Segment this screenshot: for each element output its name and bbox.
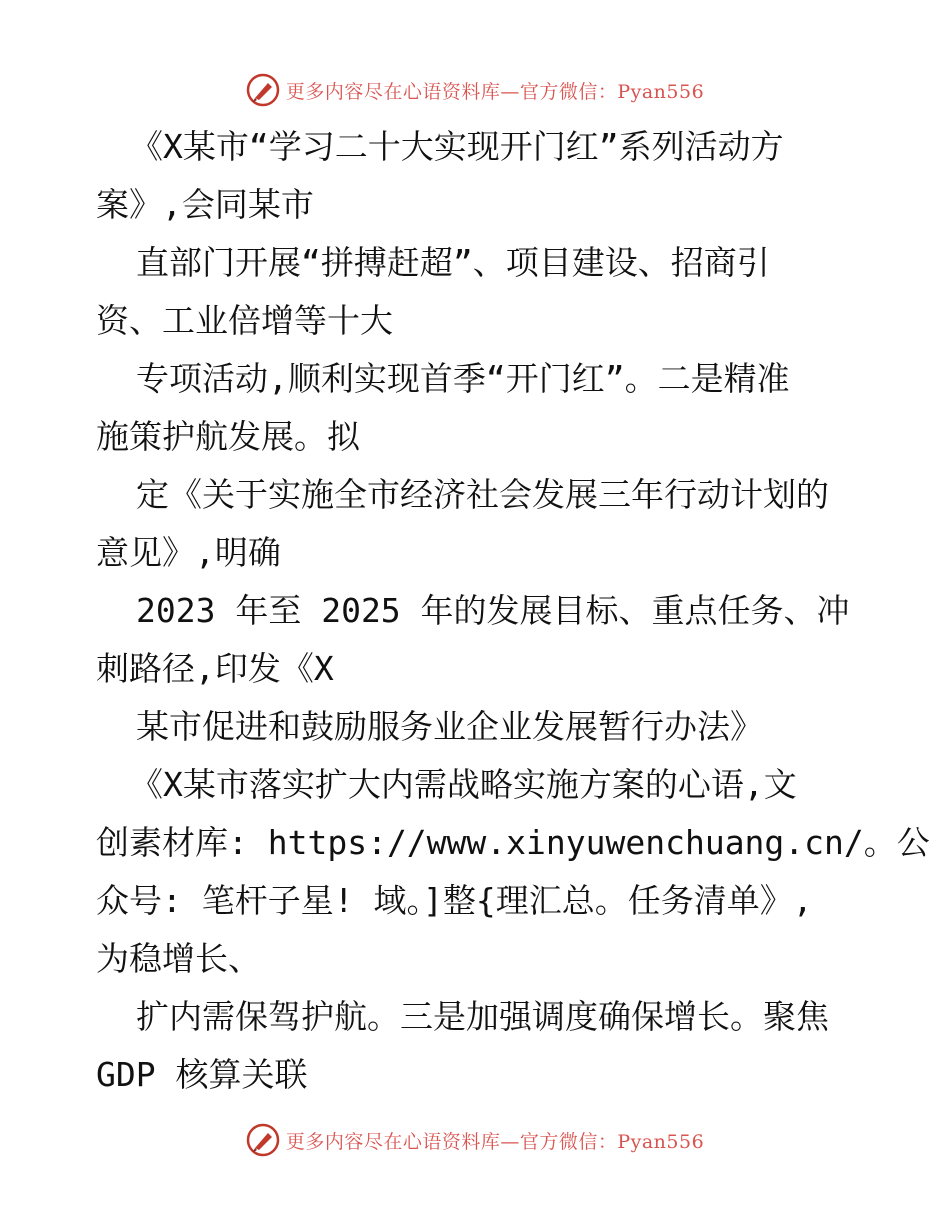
pen-logo-icon <box>246 73 280 107</box>
text-line: 专项活动,顺利实现首季“开门红”。二是精准 <box>136 359 790 398</box>
text-line: 某市促进和鼓励服务业企业发展暂行办法》 <box>136 707 763 746</box>
watermark-text: 更多内容尽在心语资料库—官方微信：Pyan556 <box>285 80 705 103</box>
header-watermark <box>0 70 950 110</box>
text-line: 施策护航发展。拟 <box>96 417 360 456</box>
pen-logo-icon <box>246 1123 280 1157</box>
body-text <box>96 118 930 1104</box>
text-line: 意见》,明确 <box>96 533 281 572</box>
text-line: 扩内需保驾护航。三是加强调度确保增长。聚焦 <box>136 997 829 1036</box>
text-line: GDP 核算关联 <box>96 1055 308 1094</box>
text-line: 直部门开展“拼搏赶超”、项目建设、招商引 <box>136 243 770 282</box>
text-line: 2023 年至 2025 年的发展目标、重点任务、冲 <box>136 591 850 630</box>
text-line: 创素材库: https://www.xinyuwenchuang.cn/。公 <box>96 823 930 862</box>
text-line: 定《关于实施全市经济社会发展三年行动计划的 <box>136 475 829 514</box>
footer-watermark <box>0 1120 950 1160</box>
text-line: 案》,会同某市 <box>96 185 314 224</box>
text-line: 《X某市“学习二十大实现开门红”系列活动方 <box>130 127 784 166</box>
text-line: 《X某市落实扩大内需战略实施方案的心语,文 <box>130 765 797 804</box>
text-line: 众号: 笔杆子星! 域。]整{理汇总。任务清单》, <box>96 881 813 920</box>
watermark-text: 更多内容尽在心语资料库—官方微信：Pyan556 <box>285 1130 705 1153</box>
text-line: 为稳增长、 <box>96 939 261 978</box>
text-line: 资、工业倍增等十大 <box>96 301 393 340</box>
text-line: 刺路径,印发《X <box>96 649 334 688</box>
